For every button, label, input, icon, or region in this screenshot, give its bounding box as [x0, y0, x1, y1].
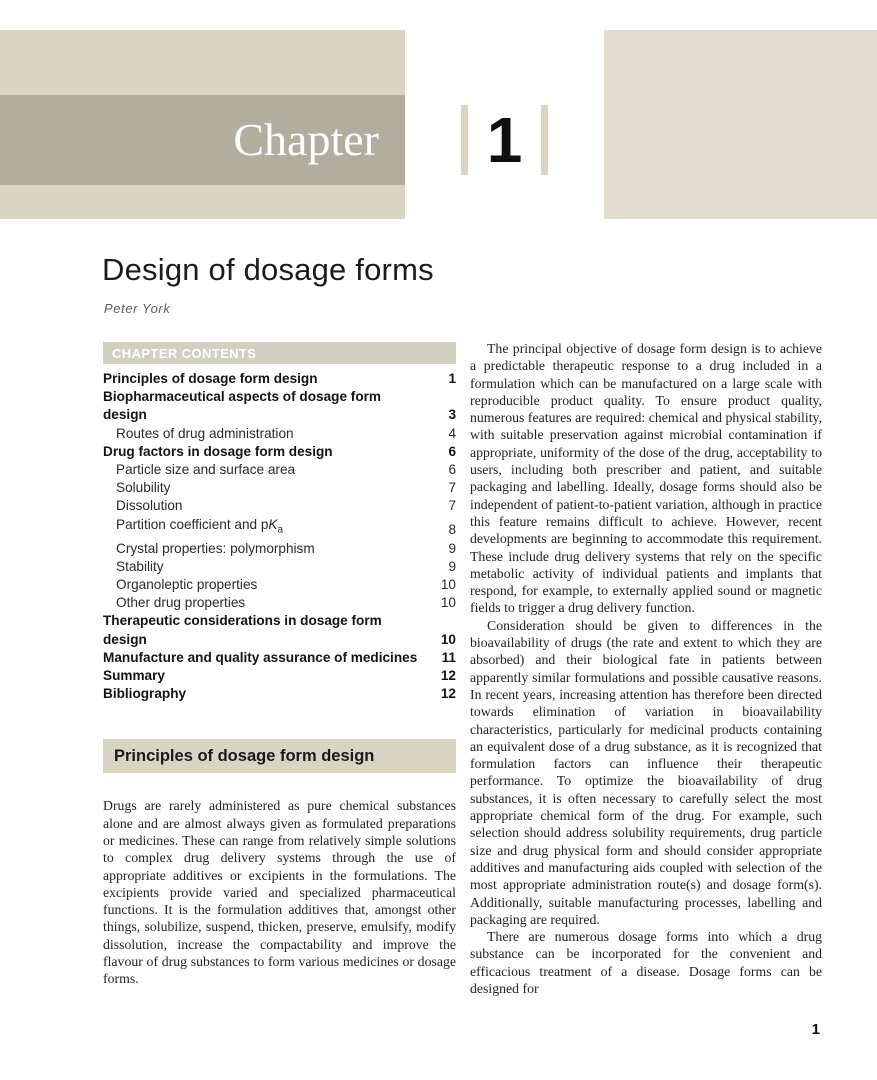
toc-item-label: Other drug properties	[116, 595, 246, 611]
toc-pka-sub: a	[277, 524, 284, 536]
toc-item-page: 7	[448, 480, 456, 496]
toc-pka-prefix: Partition coefficient and p	[116, 516, 269, 532]
body-paragraph: The principal objective of dosage form design is to achieve a predictable therapeutic response to a drug included in a formulation which can be manufactured on a large scale with reproducible product quality. To ensure product quality, numerous features are required: chemical and physical stability, with suitable preservation against microbial contamination if appropriate, uniformity of the dose of the drug, acceptability to users, including both prescriber and patient, and suitable packaging and labelling. Ideally, dosage forms should also be independent of patient-to-patient variation, although in practice this feature remains difficult to achieve. However, recent developments are beginning to accommodate this requirement. These include drug delivery systems that rely on the specific metabolic activity of individual patients and implants that respond, for example, to externally applied sound or magnetic fields to trigger a drug delivery function.	[470, 341, 822, 616]
toc-item-page: 11	[441, 649, 456, 665]
toc-item-page: 12	[440, 667, 456, 683]
toc-item-page: 9	[448, 558, 456, 574]
toc-item	[103, 461, 456, 479]
toc-item-page: 7	[448, 498, 456, 514]
toc-item-page: 10	[440, 595, 456, 611]
toc-item-label: Manufacture and quality assurance of medicines	[103, 649, 418, 665]
number-left-bar	[461, 105, 468, 175]
toc-item	[103, 667, 456, 685]
section-heading: Principles of dosage form design	[103, 739, 456, 773]
toc-item-page: 6	[448, 443, 456, 459]
toc-item-page: 8	[448, 522, 456, 538]
toc-item-page: 4	[448, 425, 456, 441]
toc-item	[103, 685, 456, 703]
toc-item-label: Dissolution	[116, 498, 183, 514]
toc-item-label: Drug factors in dosage form design	[103, 443, 333, 459]
number-right-bar	[541, 105, 548, 175]
toc-item-page: 10	[440, 576, 456, 592]
toc-item	[103, 558, 456, 576]
left-column	[103, 342, 456, 988]
toc-item-page: 6	[448, 462, 456, 478]
toc-item-page: 12	[440, 686, 456, 702]
toc-item	[103, 612, 456, 648]
toc-item	[103, 649, 456, 667]
toc-item-page: 10	[440, 631, 456, 647]
toc-item	[103, 594, 456, 612]
toc-item	[103, 540, 456, 558]
toc-item-label: Principles of dosage form design	[103, 371, 318, 386]
toc-item-page: 1	[448, 371, 456, 386]
toc-item-label: Biopharmaceutical aspects of dosage form design	[103, 389, 381, 423]
toc-item	[103, 388, 456, 424]
author-name: Peter York	[104, 301, 171, 316]
chapter-strip	[0, 95, 405, 185]
page-number: 1	[811, 1021, 820, 1038]
toc-item-page: 3	[448, 407, 456, 423]
toc-item-label: Summary	[103, 667, 165, 683]
toc-item-label: Therapeutic considerations in dosage form design	[103, 613, 382, 647]
toc-heading: CHAPTER CONTENTS	[103, 342, 456, 364]
toc-list	[103, 370, 456, 703]
toc-item	[103, 425, 456, 443]
toc-item-label: Organoleptic properties	[116, 576, 258, 592]
header-right-block	[604, 30, 877, 219]
toc-item-label	[103, 516, 422, 540]
toc-item-label: Stability	[116, 558, 164, 574]
toc-item-label: Particle size and surface area	[116, 462, 296, 478]
toc-item	[103, 516, 456, 540]
toc-item	[103, 576, 456, 594]
toc-item-page: 9	[448, 540, 456, 556]
chapter-number: 1	[486, 104, 523, 176]
page-title: Design of dosage forms	[102, 252, 434, 287]
body-paragraph: Consideration should be given to differences in the bioavailability of drugs (the rate and extent to which they are absorbed) and their biological fate in patients between apparently similar formulations and possible causative reasons. In recent years, increasing attention has therefore been directed towards elimination of variation in bioavailability characteristics, particularly for medicinal products containing an equivalent dose of a drug substance, as it is recognized that formulation factors can influence their therapeutic performance. To optimize the bioavailability of drug substances, it is often necessary to carefully select the most appropriate chemical form of the drug. For example, such selection should address solubility requirements, drug particle size and drug physical form and should consider appropriate additives and manufacturing aids coupled with selection of the most appropriate administration route(s) and dosage form(s). Additionally, suitable manufacturing processes, labelling and packaging are required.	[470, 617, 822, 927]
toc-item	[103, 370, 456, 388]
chapter-label: Chapter	[233, 114, 379, 165]
toc-item	[103, 443, 456, 461]
chapter-number-group	[405, 90, 604, 190]
body-paragraph: There are numerous dosage forms into which a drug substance can be incorporated for the convenient and efficacious treatment of a disease. Dosage forms can be designed for	[470, 929, 822, 996]
toc-item	[103, 479, 456, 497]
chapter-header-band	[0, 30, 877, 219]
toc-item-label: Routes of drug administration	[116, 425, 294, 441]
toc-pka-k: K	[268, 516, 278, 532]
toc-item-label: Crystal properties: polymorphism	[116, 540, 315, 556]
toc-item-label: Bibliography	[103, 686, 187, 702]
section-paragraph: Drugs are rarely administered as pure chemical substances alone and are almost always given as formulated preparations or medicines. These can range from relatively simple solutions to complex drug delivery systems through the use of appropriate additives or excipients in the formulations. The excipients provide varied and specialized pharmaceutical functions. It is the formulation additives that, amongst other things, solubilize, suspend, thicken, preserve, emulsify, modify dissolution, increase the compactability and improve the flavour of drug substances to form various medicines or dosage forms.	[103, 798, 456, 987]
right-column	[470, 340, 822, 997]
toc-item-label: Solubility	[116, 480, 171, 496]
toc-item	[103, 497, 456, 515]
